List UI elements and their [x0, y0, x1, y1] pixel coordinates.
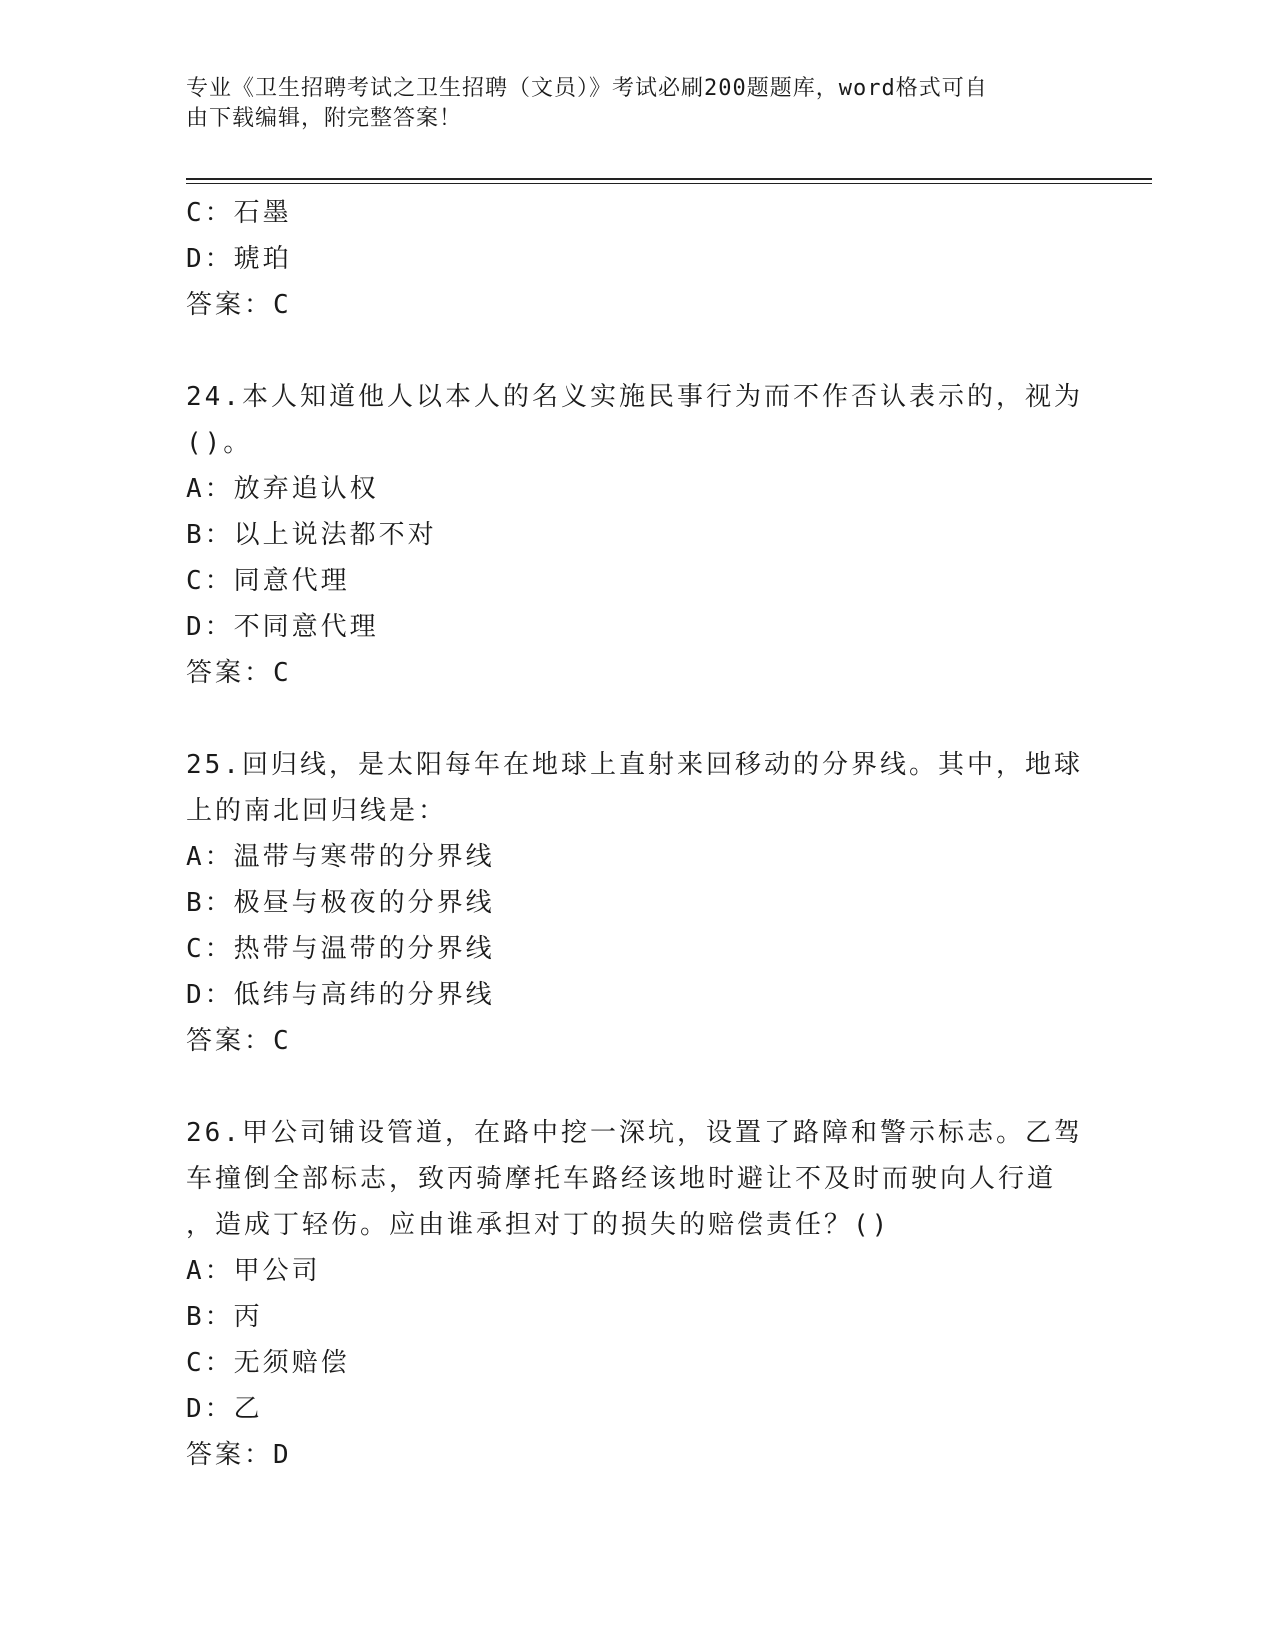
- option-a: [186, 834, 1086, 880]
- option-letter: D：: [186, 980, 234, 1010]
- question-list: [186, 190, 1086, 1478]
- answer-label: 答案：: [186, 1026, 274, 1056]
- option-text: 极昼与极夜的分界线: [233, 888, 495, 918]
- question-24: [186, 374, 1086, 696]
- option-letter: D：: [186, 1394, 234, 1424]
- option-text: 琥珀: [233, 244, 292, 274]
- option-text: 同意代理: [233, 566, 350, 596]
- option-text: 低纬与高纬的分界线: [233, 980, 495, 1010]
- answer-value: D: [273, 1440, 292, 1470]
- header-line-1: 专业《卫生招聘考试之卫生招聘（文员）》考试必刷200题题库，word格式可自: [186, 76, 988, 101]
- option-text: 以上说法都不对: [233, 520, 437, 550]
- option-letter: A：: [186, 1256, 234, 1286]
- option-letter: A：: [186, 474, 234, 504]
- option-c: [186, 190, 1086, 236]
- option-a: [186, 466, 1086, 512]
- spacer: [186, 696, 1086, 742]
- option-letter: B：: [186, 520, 234, 550]
- question-stem-line: ()。: [186, 428, 253, 458]
- question-stem-line: 上的南北回归线是：: [186, 796, 448, 826]
- option-c: [186, 558, 1086, 604]
- option-b: [186, 1294, 1086, 1340]
- answer-line: [186, 282, 1086, 328]
- header-rule-thick: [186, 178, 1152, 180]
- question-stem-line: 24.本人知道他人以本人的名义实施民事行为而不作否认表示的，视为: [186, 382, 1083, 412]
- option-c: [186, 1340, 1086, 1386]
- question-stem-line: 26.甲公司铺设管道，在路中挖一深坑，设置了路障和警示标志。乙驾: [186, 1118, 1083, 1148]
- answer-label: 答案：: [186, 290, 274, 320]
- option-text: 甲公司: [233, 1256, 321, 1286]
- option-text: 丙: [233, 1302, 263, 1332]
- answer-line: [186, 1432, 1086, 1478]
- option-text: 热带与温带的分界线: [233, 934, 495, 964]
- question-25: [186, 742, 1086, 1064]
- question-stem-line: 25.回归线，是太阳每年在地球上直射来回移动的分界线。其中，地球: [186, 750, 1083, 780]
- option-b: [186, 880, 1086, 926]
- question-continued: [186, 190, 1086, 328]
- option-b: [186, 512, 1086, 558]
- answer-line: [186, 650, 1086, 696]
- option-letter: D：: [186, 612, 234, 642]
- answer-value: C: [273, 290, 292, 320]
- option-text: 无须赔偿: [233, 1348, 350, 1378]
- option-c: [186, 926, 1086, 972]
- option-letter: C：: [186, 934, 234, 964]
- answer-value: C: [273, 1026, 292, 1056]
- option-text: 温带与寒带的分界线: [233, 842, 495, 872]
- answer-label: 答案：: [186, 658, 274, 688]
- option-d: [186, 604, 1086, 650]
- answer-value: C: [273, 658, 292, 688]
- option-text: 不同意代理: [233, 612, 379, 642]
- option-letter: B：: [186, 1302, 234, 1332]
- document-header: [186, 74, 1066, 134]
- answer-label: 答案：: [186, 1440, 274, 1470]
- question-stem-line: ，造成丁轻伤。应由谁承担对丁的损失的赔偿责任？(): [186, 1210, 891, 1240]
- option-text: 石墨: [233, 198, 292, 228]
- answer-line: [186, 1018, 1086, 1064]
- option-letter: B：: [186, 888, 234, 918]
- option-a: [186, 1248, 1086, 1294]
- header-rule-thin: [186, 183, 1152, 184]
- option-text: 乙: [233, 1394, 263, 1424]
- option-d: [186, 972, 1086, 1018]
- option-letter: D：: [186, 244, 234, 274]
- option-text: 放弃追认权: [233, 474, 379, 504]
- option-letter: C：: [186, 1348, 234, 1378]
- option-letter: C：: [186, 198, 234, 228]
- option-letter: A：: [186, 842, 234, 872]
- question-26: [186, 1110, 1086, 1478]
- option-d: [186, 236, 1086, 282]
- question-stem-line: 车撞倒全部标志，致丙骑摩托车路经该地时避让不及时而驶向人行道: [186, 1164, 1057, 1194]
- spacer: [186, 328, 1086, 374]
- option-letter: C：: [186, 566, 234, 596]
- header-line-2: 由下载编辑，附完整答案！: [186, 106, 463, 131]
- option-d: [186, 1386, 1086, 1432]
- spacer: [186, 1064, 1086, 1110]
